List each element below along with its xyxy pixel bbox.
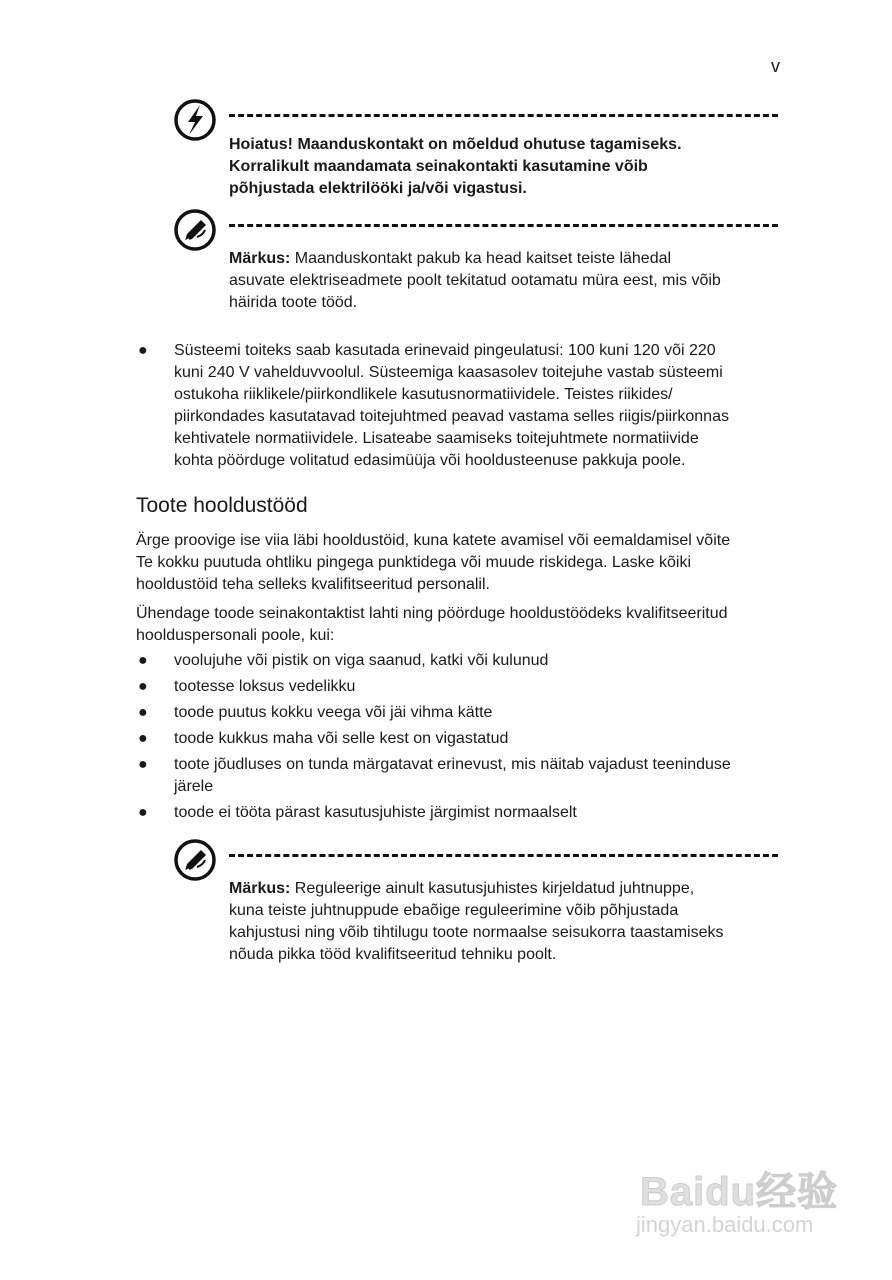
bullet-icon: ● xyxy=(138,804,148,821)
pen-note-icon xyxy=(173,208,217,252)
bullet-line: toode puutus kokku veega või jäi vihma kätte xyxy=(174,704,493,721)
bullet-line: ostukoha riiklikele/piirkondlikele kasutusnormatiividele. Teistes riikides/ xyxy=(174,386,673,403)
warning-text xyxy=(229,134,778,200)
note-line: kuna teiste juhtnuppude ebaõige reguleerimine võib põhjustada xyxy=(229,902,679,919)
warning-line: põhjustada elektrilööki ja/või vigastusi. xyxy=(229,180,527,197)
bullet-icon: ● xyxy=(138,652,148,669)
warning-note xyxy=(173,98,778,208)
section-title: Toote hooldustööd xyxy=(136,494,308,517)
bullet-line: toote jõudluses on tunda märgatavat erinevust, mis näitab vajadust teeninduse xyxy=(174,756,731,773)
bullet-icon: ● xyxy=(138,730,148,747)
page-number: v xyxy=(771,56,780,76)
bullet-line: toode kukkus maha või selle kest on vigastatud xyxy=(174,730,509,747)
warning-line: Korralikult maandamata seinakontakti kasutamine võib xyxy=(229,158,648,175)
paragraph-line: Ärge proovige ise viia läbi hooldustöid, kuna katete avamisel või eemaldamisel võite xyxy=(136,532,731,549)
bullet-line: kohta pöörduge volitatud edasimüüja või hooldusteenuse pakkuja poole. xyxy=(174,452,686,469)
paragraph-line: hoolduspersonali poole, kui: xyxy=(136,627,335,644)
power-bullet-list xyxy=(136,340,776,472)
note-line: Reguleerige ainult kasutusjuhistes kirjeldatud juhtnuppe, xyxy=(290,880,695,897)
bullet-icon: ● xyxy=(138,704,148,721)
note-line: häirida toote tööd. xyxy=(229,294,358,311)
list-item xyxy=(136,676,776,698)
note-grounding xyxy=(173,208,778,318)
dashed-rule xyxy=(229,224,778,227)
bullet-line: piirkondades kasutatavad toitejuhtmed peavad vastama selles riigis/piirkonnas xyxy=(174,408,729,425)
bullet-icon: ● xyxy=(138,678,148,695)
bullet-line: kuni 240 V vahelduvvoolul. Süsteemiga kaasasolev toitejuhe vastab süsteemi xyxy=(174,364,723,381)
note-label: Märkus: xyxy=(229,880,291,897)
note-line: nõuda pikka tööd kvalifitseeritud tehniku poolt. xyxy=(229,946,557,963)
watermark-logo: Baidu经验 xyxy=(640,1170,839,1214)
bullet-line: voolujuhe või pistik on viga saanud, katki või kulunud xyxy=(174,652,549,669)
note-line: Maanduskontakt pakub ka head kaitset teiste lähedal xyxy=(290,250,672,267)
bullet-line: kehtivatele normatiividele. Lisateabe saamiseks toitejuhtmete normatiivide xyxy=(174,430,699,447)
service-list xyxy=(136,650,776,824)
pen-note-icon xyxy=(173,838,217,882)
paragraph xyxy=(136,530,781,596)
bullet-icon: ● xyxy=(138,342,148,359)
list-item xyxy=(136,802,776,824)
dashed-rule xyxy=(229,114,778,117)
note-text xyxy=(229,878,778,966)
lightning-warning-icon xyxy=(173,98,217,142)
note-text xyxy=(229,248,778,314)
list-item xyxy=(136,728,776,750)
bullet-line: tootesse loksus vedelikku xyxy=(174,678,356,695)
warning-line: Hoiatus! Maanduskontakt on mõeldud ohutuse tagamiseks. xyxy=(229,136,682,153)
list-item xyxy=(136,702,776,724)
bullet-icon: ● xyxy=(138,756,148,773)
bullet-line: Süsteemi toiteks saab kasutada erinevaid pingeulatusi: 100 kuni 120 või 220 xyxy=(174,342,716,359)
list-item xyxy=(136,754,776,798)
note-controls xyxy=(173,838,778,968)
paragraph-line: Te kokku puutuda ohtliku pingega punktidega või muude riskidega. Laske kõiki xyxy=(136,554,692,571)
bullet-line: toode ei tööta pärast kasutusjuhiste järgimist normaalselt xyxy=(174,804,577,821)
paragraph-line: Ühendage toode seinakontaktist lahti ning pöörduge hooldustöödeks kvalifitseeritud xyxy=(136,605,728,622)
note-line: kahjustusi ning võib tihtilugu toote normaalse seisukorra taastamiseks xyxy=(229,924,724,941)
note-label: Märkus: xyxy=(229,250,291,267)
note-line: asuvate elektriseadmete poolt tekitatud ootamatu müra eest, mis võib xyxy=(229,272,721,289)
paragraph xyxy=(136,603,781,647)
watermark-url: jingyan.baidu.com xyxy=(636,1212,814,1237)
list-item xyxy=(136,650,776,672)
bullet-line: järele xyxy=(174,778,214,795)
baidu-watermark xyxy=(630,1140,850,1260)
dashed-rule xyxy=(229,854,778,857)
list-item xyxy=(136,340,776,472)
paragraph-line: hooldustöid teha selleks kvalifitseeritud personalil. xyxy=(136,576,490,593)
